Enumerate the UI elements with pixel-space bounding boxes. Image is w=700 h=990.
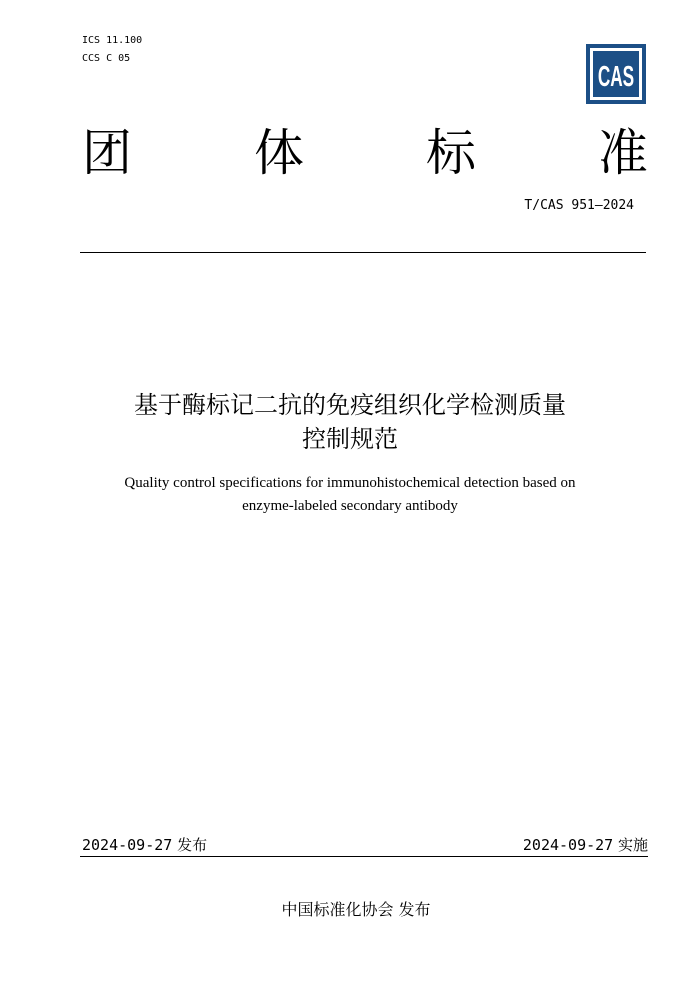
publisher-name: 中国标准化协会 [281, 900, 394, 919]
ccs-code: CCS C 05 [82, 53, 131, 64]
implement-date-block [523, 834, 648, 855]
cas-logo [585, 43, 647, 105]
publish-date-block [82, 834, 207, 855]
implement-date: 2024-09-27 [522, 836, 614, 854]
standard-type-char: 体 [254, 124, 304, 182]
bottom-divider [80, 856, 648, 857]
title-english-line-2: enzyme-labeled secondary antibody [242, 498, 458, 514]
title-chinese [60, 388, 640, 456]
top-divider [80, 252, 646, 253]
title-chinese-line-1: 基于酶标记二抗的免疫组织化学检测质量 [134, 391, 566, 419]
classification-codes [82, 32, 142, 68]
standard-type-heading [82, 120, 648, 186]
publish-date: 2024-09-27 [82, 836, 173, 854]
publish-label: 发布 [177, 836, 208, 854]
title-english-line-1: Quality control specifications for immunohistochemical detection based on [124, 475, 576, 491]
standard-type-char: 团 [82, 124, 132, 182]
title-chinese-line-2: 控制规范 [302, 425, 398, 453]
standard-number: T/CAS 951—2024 [524, 198, 634, 213]
title-english [60, 472, 640, 518]
implement-label: 实施 [617, 836, 648, 854]
standard-type-char: 准 [598, 124, 648, 182]
publisher-line [0, 897, 700, 920]
logo-text: CAS [597, 60, 635, 93]
ics-code: ICS 11.100 [82, 35, 143, 46]
standard-type-char: 标 [426, 124, 476, 182]
publisher-label: 发布 [398, 900, 431, 919]
